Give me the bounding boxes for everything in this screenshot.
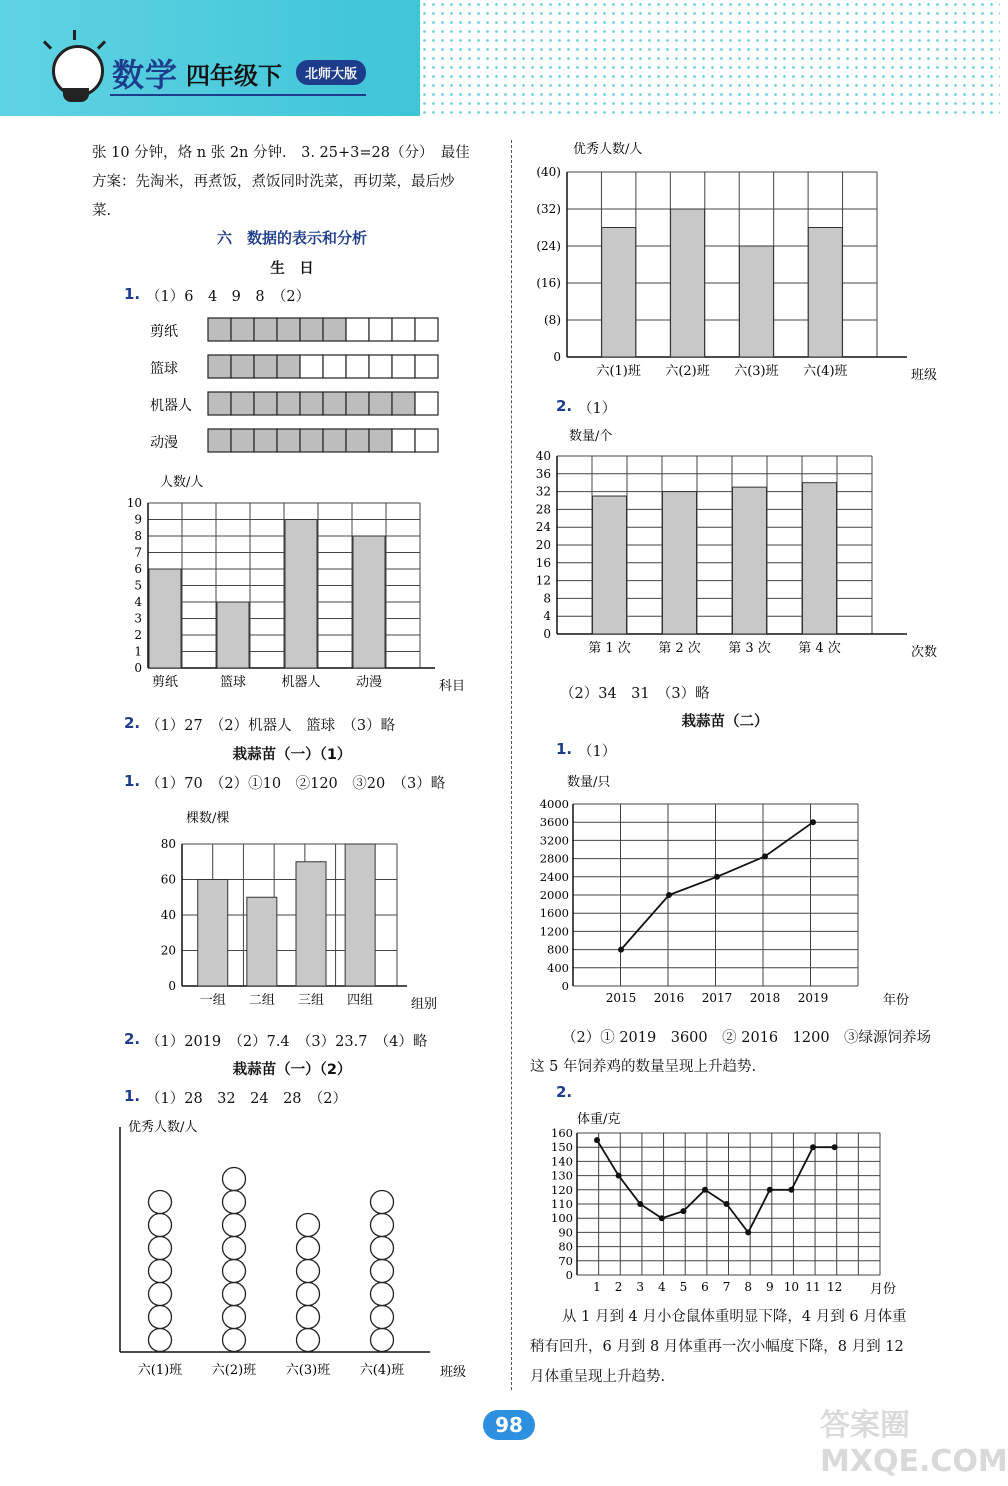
x-tick-label: 六(3)班 (285, 1363, 331, 1378)
y-axis-label: 优秀人数/人 (573, 142, 643, 157)
lightbulb-base (63, 88, 89, 102)
y-tick-label: 3600 (539, 815, 569, 830)
pictograph-circle (223, 1260, 246, 1283)
pictograph-circle (149, 1306, 172, 1329)
grid-cell (208, 318, 231, 341)
grid-row-label: 动漫 (150, 435, 178, 451)
x-tick-label: 9 (765, 1280, 774, 1294)
q1-answer: （1）6 4 9 8 （2） (146, 289, 311, 305)
header-dot-pattern (420, 0, 1000, 116)
grid-cell (323, 355, 346, 378)
subsection-garlic-2: 栽蒜苗（二） (681, 714, 769, 730)
y-tick-label: 4 (134, 595, 142, 609)
grid-cell (300, 429, 323, 452)
grid-cell (208, 355, 231, 378)
grid-cell (231, 318, 254, 341)
x-tick-label: 第 3 次 (728, 641, 771, 656)
r-p3: 月体重呈现上升趋势. (530, 1369, 666, 1385)
pictograph-circle (223, 1191, 246, 1214)
x-tick-label: 4 (657, 1280, 666, 1294)
x-tick-label: 2016 (653, 991, 685, 1005)
pictograph-circle (223, 1168, 246, 1191)
y-tick-label: 0 (565, 1268, 573, 1282)
grade-title: 四年级下 (186, 62, 282, 90)
y-tick-label: 8 (543, 591, 551, 606)
data-point (666, 892, 672, 898)
grid-row-label: 篮球 (150, 361, 178, 377)
bar (663, 492, 697, 634)
grid-cell (208, 429, 231, 452)
data-point (810, 1144, 816, 1150)
grid-cell (392, 429, 415, 452)
y-tick-label: 6 (134, 562, 142, 576)
data-point (680, 1208, 686, 1214)
y-tick-label: 20 (535, 538, 551, 552)
grid-row-label: 机器人 (150, 398, 192, 414)
subsection-garlic-1-2: 栽蒜苗（一）（2） (232, 1062, 352, 1078)
grid-cell (208, 392, 231, 415)
x-tick-label: 动漫 (355, 675, 383, 690)
x-axis-label: 班级 (911, 368, 938, 383)
grid-cell (323, 429, 346, 452)
x-tick-label: 二组 (248, 993, 275, 1008)
bar (296, 862, 326, 986)
data-point (714, 874, 720, 880)
y-tick-label: 20 (160, 943, 176, 958)
x-tick-label: 六(1)班 (137, 1363, 183, 1378)
grid-cell (346, 429, 369, 452)
grid-cell (254, 355, 277, 378)
bar (345, 844, 375, 986)
bar (739, 246, 773, 357)
grid-cell (369, 392, 392, 415)
y-tick-label: 2800 (539, 851, 569, 866)
y-tick-label: 3 (134, 611, 142, 626)
grid-row-label: 剪纸 (150, 324, 178, 340)
grid-cell (277, 318, 300, 341)
chart-bar-classes (525, 135, 938, 385)
y-tick-label: 12 (535, 573, 551, 588)
header-underline (110, 94, 366, 96)
pictograph-circle (297, 1283, 320, 1306)
subsection-birthday: 生 日 (270, 261, 314, 277)
y-tick-label: 0 (561, 979, 569, 993)
intro-line-3: 菜. (92, 203, 112, 219)
y-axis-label: 数量/个 (569, 429, 613, 444)
r-p1: 从 1 月到 4 月小仓鼠体重明显下降，4 月到 6 月体重 (562, 1309, 907, 1325)
x-tick-label: 剪纸 (151, 675, 179, 690)
pictograph-circle (223, 1306, 246, 1329)
y-tick-label: 80 (160, 837, 176, 851)
q4-answer: （1）2019 （2）7.4 （3）23.7 （4）略 (146, 1034, 428, 1050)
grid-cell (277, 355, 300, 378)
r-q1-number: 2. (556, 397, 573, 415)
pictograph-circle (297, 1306, 320, 1329)
x-tick-label: 三组 (297, 993, 325, 1008)
grid-cell (323, 318, 346, 341)
y-tick-label: 0 (553, 350, 561, 364)
pictograph-circle (297, 1329, 320, 1352)
y-tick-label: 60 (160, 872, 176, 887)
pictograph-circle (371, 1237, 394, 1260)
x-tick-label: 机器人 (281, 675, 321, 690)
grid-cell (369, 429, 392, 452)
grid-cell (369, 318, 392, 341)
watermark: 答案圈 MXQE.COM (820, 1408, 1008, 1479)
y-tick-label: 3200 (539, 833, 569, 848)
bar (602, 228, 636, 358)
subsection-garlic-1-1: 栽蒜苗（一）（1） (232, 747, 352, 763)
x-tick-label: 6 (701, 1280, 709, 1294)
x-tick-label: 2015 (605, 991, 637, 1005)
q2-answer: （1）27 （2）机器人 篮球 （3）略 (146, 718, 396, 734)
x-tick-label: 12 (826, 1280, 843, 1294)
bar (803, 483, 837, 634)
bar (808, 228, 842, 358)
x-tick-label: 2018 (749, 991, 781, 1005)
x-tick-label: 六(1)班 (596, 364, 641, 379)
bar (733, 487, 767, 634)
y-tick-label: (24) (536, 239, 561, 253)
grid-cell (415, 355, 438, 378)
pictograph-circle (371, 1329, 394, 1352)
grid-cell (277, 429, 300, 452)
chart-pictograph (110, 1115, 490, 1380)
grid-cell (300, 392, 323, 415)
data-point (832, 1144, 838, 1150)
x-tick-label: 第 4 次 (798, 641, 841, 656)
x-tick-label: 8 (744, 1280, 753, 1294)
bulb-ray (73, 30, 76, 40)
q3-answer: （1）70 （2）①10 ②120 ③20 （3）略 (146, 776, 446, 792)
intro-line-1: 张 10 分钟，烙 n 张 2n 分钟. 3. 25+3=28（分） 最佳 (92, 145, 470, 161)
y-tick-label: 110 (551, 1197, 573, 1211)
y-tick-label: 1200 (539, 924, 569, 939)
grid-cell (346, 318, 369, 341)
y-tick-label: 2400 (539, 869, 569, 884)
data-point (762, 853, 768, 859)
y-tick-label: 0 (168, 979, 176, 993)
pictograph-circle (223, 1214, 246, 1237)
y-tick-label: 9 (134, 512, 142, 527)
y-tick-label: 160 (551, 1126, 573, 1140)
q5-answer: （1）28 32 24 28 （2） (146, 1091, 348, 1107)
y-tick-label: 24 (535, 520, 551, 535)
y-tick-label: 800 (547, 942, 569, 957)
x-tick-label: 第 2 次 (658, 641, 701, 656)
data-point (616, 1173, 622, 1179)
grid-cell (415, 318, 438, 341)
x-tick-label: 2017 (701, 991, 733, 1005)
chart-line-chickens (525, 768, 925, 1008)
y-tick-label: 150 (551, 1140, 573, 1155)
pictograph-circle (149, 1283, 172, 1306)
y-tick-label: 140 (551, 1154, 573, 1169)
data-point (767, 1187, 773, 1193)
grid-cell (254, 392, 277, 415)
x-axis-label: 组别 (411, 997, 438, 1012)
x-axis-label: 月份 (870, 1282, 897, 1297)
x-tick-label: 1 (593, 1280, 601, 1294)
r-q1-answer: （1） (578, 401, 617, 417)
y-tick-label: 70 (558, 1253, 573, 1268)
r-q3-number: 2. (556, 1083, 573, 1101)
grid-cell (346, 392, 369, 415)
grid-cell (277, 392, 300, 415)
y-tick-label: 1600 (539, 906, 569, 921)
y-axis-label: 人数/人 (160, 475, 204, 490)
grid-cell (300, 318, 323, 341)
grid-cell (392, 392, 415, 415)
data-point (810, 819, 816, 825)
y-tick-label: 4000 (539, 797, 569, 811)
edition-badge: 北师大版 (296, 60, 366, 85)
y-tick-label: (32) (536, 202, 561, 216)
pictograph-circle (371, 1306, 394, 1329)
y-tick-label: 400 (547, 960, 569, 975)
pictograph-circle (223, 1237, 246, 1260)
grid-cell (231, 355, 254, 378)
grid-cell (254, 429, 277, 452)
pictograph-circle (371, 1214, 394, 1237)
pictograph-circle (371, 1260, 394, 1283)
pictograph-circle (297, 1260, 320, 1283)
x-axis-label: 年份 (883, 993, 910, 1008)
bar (593, 496, 627, 634)
pictograph-circle (149, 1260, 172, 1283)
y-axis-label: 棵数/棵 (186, 811, 230, 826)
y-tick-label: 28 (535, 502, 551, 517)
y-tick-label: 40 (160, 908, 176, 922)
pictograph-circle (371, 1283, 394, 1306)
x-tick-label: 一组 (199, 993, 226, 1008)
y-axis-label: 体重/克 (577, 1112, 621, 1127)
intro-line-2: 方案：先淘米，再煮饭，煮饭同时洗菜，再切菜，最后炒 (92, 174, 455, 190)
q2-number: 2. (124, 714, 141, 732)
x-tick-label: 7 (722, 1280, 731, 1294)
grid-cell (392, 355, 415, 378)
bar (247, 897, 277, 986)
data-point (659, 1215, 665, 1221)
data-point (594, 1137, 600, 1143)
x-tick-label: 六(2)班 (665, 364, 710, 379)
q1-number: 1. (124, 285, 141, 303)
y-tick-label: 36 (535, 466, 551, 481)
grid-cell (231, 429, 254, 452)
column-divider (511, 140, 512, 1390)
x-tick-label: 篮球 (219, 675, 247, 690)
y-tick-label: (8) (544, 313, 561, 327)
pictograph-circle (371, 1191, 394, 1214)
x-axis-label: 科目 (439, 679, 466, 694)
r-a2: （2）34 31 （3）略 (560, 686, 710, 702)
y-tick-label: 100 (551, 1211, 573, 1226)
r-q2-answer: （1） (578, 744, 617, 760)
y-tick-label: 7 (134, 545, 142, 560)
q5-number: 1. (124, 1087, 141, 1105)
bar (671, 209, 705, 357)
x-tick-label: 六(2)班 (211, 1363, 257, 1378)
y-tick-label: 90 (558, 1225, 573, 1240)
data-point (724, 1201, 730, 1207)
q3-number: 1. (124, 772, 141, 790)
x-tick-label: 2019 (797, 991, 829, 1005)
y-tick-label: 0 (134, 661, 142, 675)
y-tick-label: 130 (551, 1168, 573, 1183)
x-axis-label: 次数 (911, 645, 938, 660)
x-tick-label: 四组 (347, 993, 374, 1008)
x-tick-label: 六(4)班 (803, 364, 848, 379)
y-axis-label: 优秀人数/人 (128, 1120, 198, 1135)
grid-cell (346, 355, 369, 378)
bar (198, 880, 228, 987)
x-tick-label: 六(3)班 (734, 364, 779, 379)
data-point (788, 1187, 794, 1193)
subject-title: 数学 (112, 56, 179, 94)
chart-bar-subjects (110, 470, 470, 695)
data-point (637, 1201, 643, 1207)
series-line (621, 822, 813, 949)
y-tick-label: 16 (535, 555, 551, 570)
grid-cell (323, 392, 346, 415)
y-tick-label: 1 (134, 644, 142, 659)
bar (149, 569, 181, 668)
x-tick-label: 3 (636, 1280, 645, 1294)
pictograph-circle (149, 1214, 172, 1237)
x-axis-label: 班级 (440, 1365, 467, 1380)
section-title: 六 数据的表示和分析 (216, 229, 367, 247)
chart-square-grid (150, 310, 450, 460)
grid-cell (300, 355, 323, 378)
y-tick-label: 2 (134, 628, 142, 642)
y-tick-label: 2000 (539, 888, 569, 902)
y-tick-label: 8 (134, 529, 142, 543)
y-tick-label: 5 (134, 578, 142, 593)
pictograph-circle (223, 1283, 246, 1306)
r-a3b: 这 5 年饲养鸡的数量呈现上升趋势. (530, 1059, 757, 1075)
pictograph-circle (149, 1191, 172, 1214)
data-point (618, 947, 624, 953)
bar (353, 536, 385, 668)
r-q2-number: 1. (556, 740, 573, 758)
page-number: 98 (483, 1410, 535, 1440)
y-tick-label: 32 (535, 484, 551, 499)
y-tick-label: 0 (543, 627, 551, 641)
q4-number: 2. (124, 1030, 141, 1048)
chart-bar-attempts (525, 420, 938, 660)
y-tick-label: (40) (536, 165, 561, 179)
y-tick-label: 80 (558, 1239, 573, 1254)
grid-cell (254, 318, 277, 341)
grid-cell (392, 318, 415, 341)
x-tick-label: 第 1 次 (588, 641, 631, 656)
y-tick-label: (16) (536, 276, 561, 290)
pictograph-circle (297, 1214, 320, 1237)
pictograph-circle (149, 1329, 172, 1352)
chart-line-hamster (525, 1105, 925, 1300)
y-tick-label: 4 (543, 609, 551, 624)
bar (285, 520, 317, 669)
y-tick-label: 120 (551, 1182, 573, 1197)
chart-bar-groups (150, 806, 450, 1011)
pictograph-circle (297, 1237, 320, 1260)
data-point (745, 1229, 751, 1235)
r-a3: （2）① 2019 3600 ② 2016 1200 ③绿源饲养场 (562, 1030, 932, 1046)
x-tick-label: 2 (614, 1280, 623, 1294)
y-tick-label: 10 (126, 496, 142, 510)
pictograph-circle (149, 1237, 172, 1260)
r-p2: 稍有回升，6 月到 8 月体重再一次小幅度下降，8 月到 12 (530, 1339, 904, 1355)
data-point (702, 1187, 708, 1193)
grid-cell (369, 355, 392, 378)
x-tick-label: 六(4)班 (359, 1363, 405, 1378)
pictograph-circle (223, 1329, 246, 1352)
x-tick-label: 5 (679, 1280, 688, 1294)
y-tick-label: 40 (535, 449, 551, 463)
x-tick-label: 11 (805, 1280, 821, 1294)
grid-cell (415, 392, 438, 415)
grid-cell (231, 392, 254, 415)
x-tick-label: 10 (783, 1280, 800, 1294)
grid-cell (415, 429, 438, 452)
bar (217, 602, 249, 668)
y-axis-label: 数量/只 (567, 775, 611, 790)
